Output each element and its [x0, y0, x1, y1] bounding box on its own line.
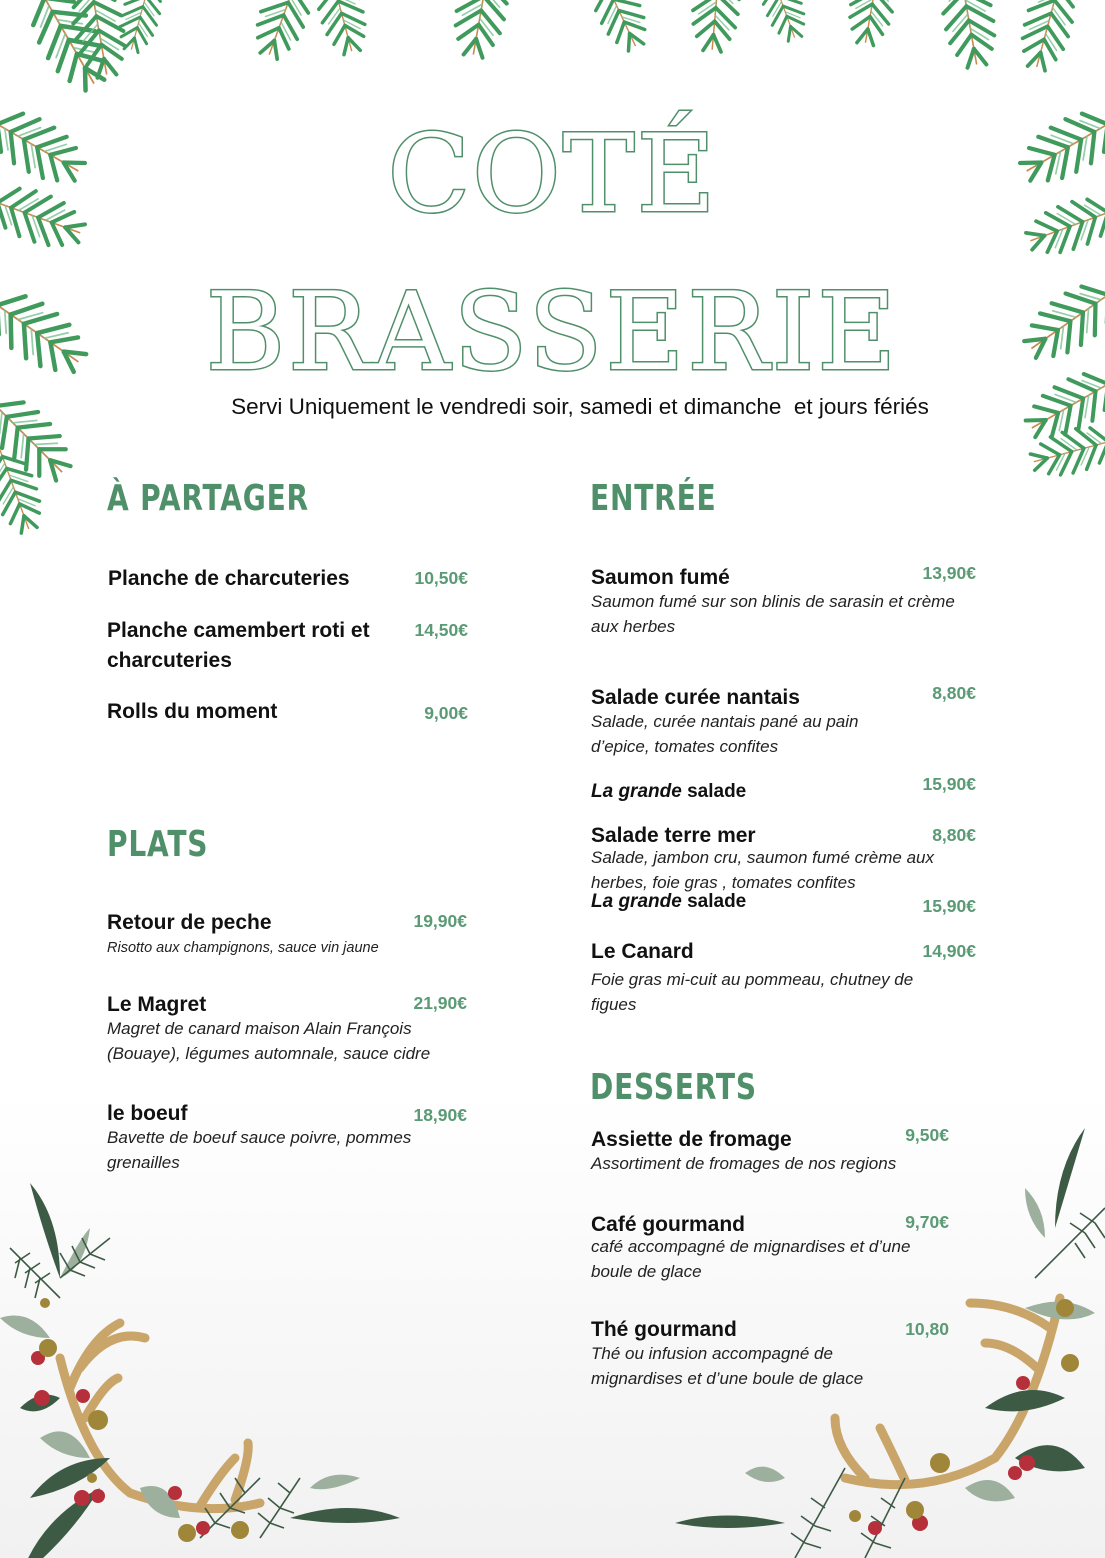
item-description: Bavette de boeuf sauce poivre, pommes grenailles	[107, 1128, 412, 1172]
item-description: café accompagné de mignardises et d’une boule de glace	[591, 1237, 911, 1281]
item-price: 19,90€	[413, 911, 467, 931]
section-title-partager: À PARTAGER	[107, 478, 309, 519]
item-price: 14,90€	[922, 941, 976, 961]
item-name-rest: salade	[681, 891, 747, 912]
item-price: 8,80€	[932, 683, 976, 703]
item-name: le boeuf	[107, 1102, 188, 1125]
restaurant-title-line1: COTÉ	[387, 112, 718, 237]
menu-item	[591, 563, 976, 639]
item-description: Foie gras mi-cuit au pommeau, chutney de figues	[591, 970, 914, 1014]
item-description: Magret de canard maison Alain François (Bouaye), légumes automnale, sauce cidre	[107, 1019, 431, 1063]
section-title-plats: PLATS	[107, 824, 209, 865]
menu-item	[591, 774, 976, 807]
item-price: 14,50€	[414, 620, 468, 640]
section-title-desserts: DESSERTS	[590, 1067, 757, 1108]
item-name: Saumon fumé	[591, 566, 730, 589]
item-name-rest: salade	[681, 781, 747, 802]
menu-item	[107, 908, 467, 959]
menu-item	[107, 1099, 467, 1175]
item-price: 18,90€	[413, 1105, 467, 1125]
item-name: Rolls du moment	[107, 700, 278, 723]
item-name: Salade curée nantais	[591, 686, 800, 709]
menu-item	[107, 697, 468, 727]
item-description: Salade, jambon cru, saumon fumé crème aux herbes, foie gras , tomates confites	[591, 848, 935, 892]
item-price: 9,00€	[424, 703, 468, 723]
item-name: Le Canard	[591, 940, 694, 963]
section-title-entree: ENTRÉE	[590, 478, 717, 519]
menu-item	[107, 616, 468, 676]
item-price: 10,80	[905, 1319, 949, 1339]
item-price: 13,90€	[922, 563, 976, 583]
menu-item	[591, 1210, 949, 1284]
item-name: Planche de charcuteries	[108, 567, 350, 590]
item-description: Thé ou infusion accompagné de mignardises et d’une boule de glace	[591, 1344, 864, 1388]
menu-item	[591, 937, 976, 1017]
menu-item	[591, 1125, 949, 1176]
menu-item	[108, 564, 468, 594]
item-name: Retour de peche	[107, 911, 272, 934]
item-price: 21,90€	[413, 993, 467, 1013]
item-name: Assiette de fromage	[591, 1128, 792, 1151]
item-price: 9,70€	[905, 1212, 949, 1232]
item-price: 15,90€	[922, 896, 976, 916]
holly-antler-wreath-left-icon	[0, 1158, 420, 1558]
item-description: Risotto aux champignons, sauce vin jaune	[107, 940, 379, 956]
item-price: 8,80€	[932, 825, 976, 845]
service-hours-subtitle: Servi Uniquement le vendredi soir, samedi et dimanche et jours fériés	[231, 394, 929, 419]
item-name	[591, 887, 976, 917]
item-description: Assortiment de fromages de nos regions	[591, 1154, 897, 1173]
menu-item	[107, 990, 467, 1066]
item-price: 10,50€	[414, 568, 468, 588]
item-description: Salade, curée nantais pané au pain d’epice, tomates confites	[591, 712, 859, 756]
item-name-italic: La grande	[591, 891, 682, 912]
item-price: 9,50€	[905, 1125, 949, 1145]
item-name: Thé gourmand	[591, 1318, 737, 1341]
menu-item	[591, 683, 976, 759]
item-description: Saumon fumé sur son blinis de sarasin et crème aux herbes	[591, 592, 955, 636]
item-name: Le Magret	[107, 993, 207, 1016]
item-name-italic: La grande	[591, 781, 682, 802]
restaurant-title-line2: BRASSERIE	[205, 270, 900, 395]
item-name: Planche camembert roti et charcuteries	[107, 619, 370, 672]
item-name: Café gourmand	[591, 1213, 746, 1236]
menu-item	[591, 821, 976, 895]
item-price: 15,90€	[922, 774, 976, 794]
menu-item	[591, 1315, 949, 1391]
item-name	[591, 777, 976, 807]
menu-item	[591, 887, 976, 917]
item-name: Salade terre mer	[591, 824, 756, 847]
